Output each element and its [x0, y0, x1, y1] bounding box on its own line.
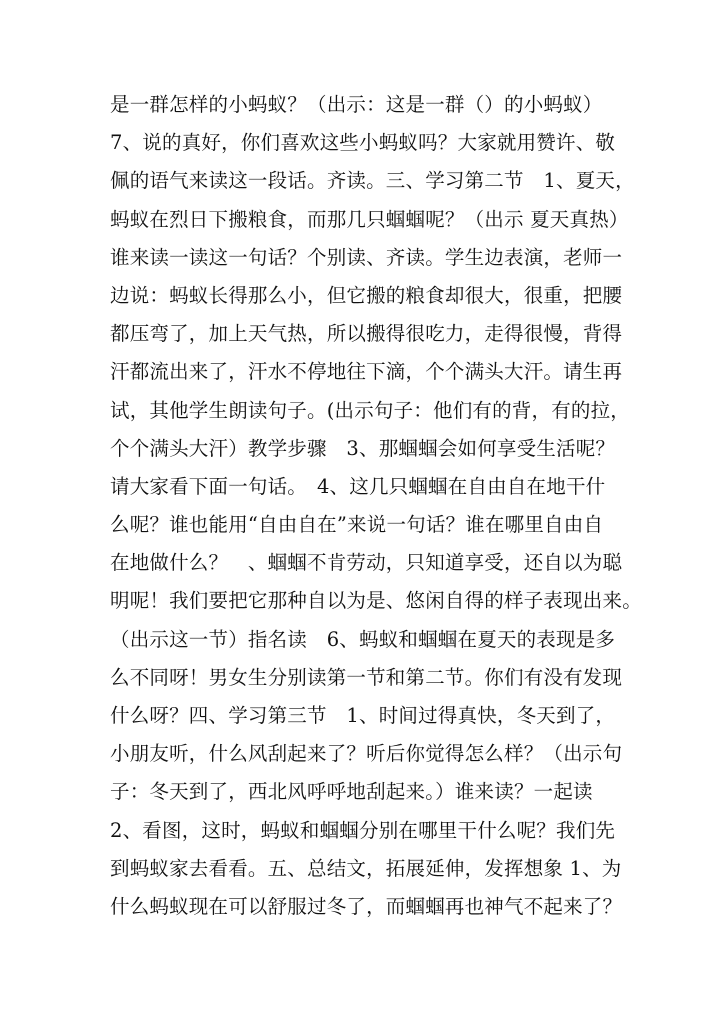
- text-line-15: （出示这一节）指名读 6、蚂蚁和蝈蝈在夏天的表现是多: [110, 627, 616, 651]
- text-line-20: 2、看图，这时，蚂蚁和蝈蝈分别在哪里干什么呢？我们先: [110, 818, 616, 842]
- text-line-13: 在地做什么？ 、蝈蝈不肯劳动，只知道享受，还自以为聪: [110, 551, 623, 575]
- text-line-21: 到蚂蚁家去看看。五、总结文，拓展延伸，发挥想象 1、为: [110, 856, 622, 880]
- text-line-6: 边说：蚂蚁长得那么小，但它搬的粮食却很大，很重，把腰: [110, 283, 623, 307]
- text-line-8: 汗都流出来了，汗水不停地往下滴，个个满头大汗。请生再: [110, 360, 623, 384]
- text-line-16: 么不同呀！男女生分别读第一节和第二节。你们有没有发现: [110, 665, 623, 689]
- body-text: [110, 86, 642, 926]
- text-line-7: 都压弯了，加上天气热，所以搬得很吃力，走得很慢，背得: [110, 322, 623, 346]
- text-line-5: 谁来读一读这一句话？个别读、齐读。学生边表演，老师一: [110, 245, 623, 269]
- text-line-2: 7、说的真好，你们喜欢这些小蚂蚁吗？大家就用赞许、敬: [110, 131, 616, 155]
- text-line-10: 个个满头大汗）教学步骤 3、那蝈蝈会如何享受生活呢？: [110, 436, 616, 460]
- text-line-4: 蚂蚁在烈日下搬粮食，而那几只蝈蝈呢？（出示 夏天真热）: [110, 207, 629, 231]
- text-line-1: 是一群怎样的小蚂蚁？（出示：这是一群（）的小蚂蚁）: [110, 93, 603, 116]
- text-line-14: 明呢！我们要把它那种自以为是、悠闲自得的样子表现出来。: [110, 589, 642, 613]
- text-line-3: 佩的语气来读这一段话。齐读。三、学习第二节 1、夏天，: [110, 169, 635, 193]
- text-line-18: 小朋友听，什么风刮起来了？听后你觉得怎么样？（出示句: [110, 742, 623, 766]
- text-line-17: 什么呀？四、学习第三节 1、时间过得真快，冬天到了，: [110, 704, 616, 727]
- text-line-12: 么呢？谁也能用“自由自在”来说一句话？谁在哪里自由自: [110, 513, 604, 537]
- text-line-9: 试，其他学生朗读句子。(出示句子：他们有的背，有的拉，: [110, 398, 631, 422]
- text-line-11: 请大家看下面一句话。 4、这几只蝈蝈在自由自在地干什: [110, 474, 606, 498]
- text-line-22: 什么蚂蚁现在可以舒服过冬了，而蝈蝈再也神气不起来了？: [110, 894, 623, 918]
- text-line-19: 子：冬天到了，西北风呼呼地刮起来。）谁来读？一起读: [110, 780, 593, 804]
